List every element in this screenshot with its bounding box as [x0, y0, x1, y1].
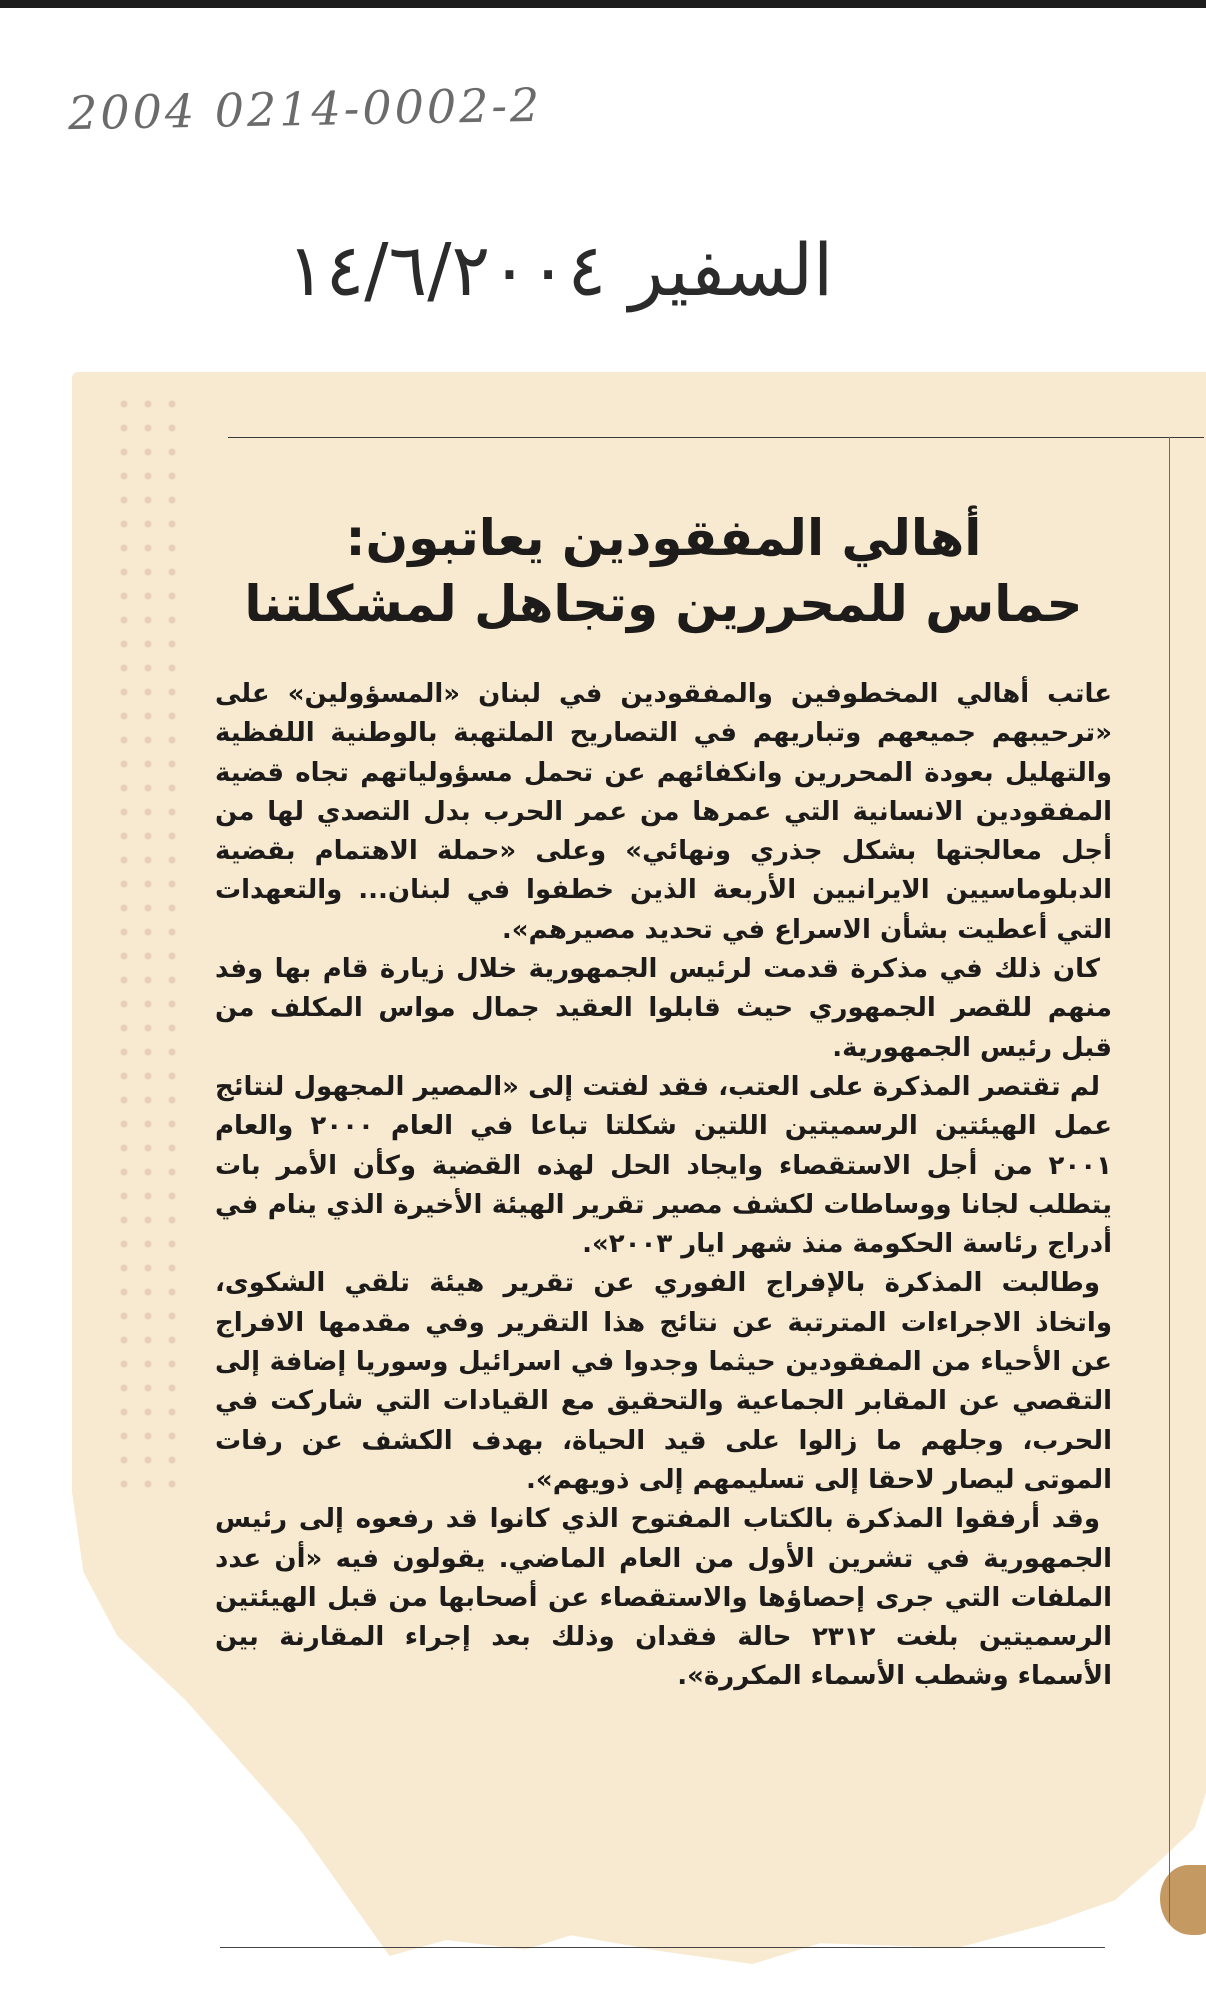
article-paragraph: عاتب أهالي المخطوفين والمفقودين في لبنان «المسؤولين» على «ترحيبهم جميعهم وتباريهم في التصاريح الملتهبة بالوطنية اللفظية والتهليل بعودة المحررين وانكفائهم عن تحمل مسؤولياتهم تجاه قضية المفقودين الانسانية التي عمرها من عمر الحرب بدل التصدي لها من أجل معالجتها بشكل جذري ونهائي» وعلى «حملة الاهتمام بقضية الدبلوماسيين الايرانيين الأربعة الذين خطفوا في لبنان... والتعهدات التي أعطيت بشأن الاسراع في تحديد مصيرهم».: [215, 679, 1112, 945]
scan-top-edge: [0, 0, 1206, 8]
column-rule-bottom: [220, 1947, 1105, 1948]
article-paragraph: كان ذلك في مذكرة قدمت لرئيس الجمهورية خلال زيارة قام بها وفد منهم للقصر الجمهوري حيث قابلوا العقيد جمال مواس المكلف من قبل رئيس الجمهورية.: [215, 954, 1112, 1063]
handwritten-reference-number: 2004 0214-0002-2: [67, 77, 543, 141]
paper-texture: [112, 392, 182, 1492]
article: [215, 505, 1112, 1697]
headline-line-2: حماس للمحررين وتجاهل لمشكلتنا: [244, 575, 1083, 633]
headline-line-1: أهالي المفقودين يعاتبون:: [345, 509, 982, 567]
article-paragraph: وطالبت المذكرة بالإفراج الفوري عن تقرير هيئة تلقي الشكوى، واتخاذ الاجراءات المترتبة عن نتائج هذا التقرير وفي مقدمها الافراج عن الأحياء من المفقودين حيثما وجدوا في اسرائيل وسوريا إضافة إلى التقصي عن المقابر الجماعية والتحقيق مع القيادات التي شاركت في الحرب، وجلهم ما زالوا على قيد الحياة، بهدف الكشف عن رفات الموتى ليصار لاحقا إلى تسليمهم إلى ذويهم».: [215, 1268, 1112, 1495]
article-body: [215, 675, 1112, 1697]
article-paragraph: لم تقتصر المذكرة على العتب، فقد لفتت إلى «المصير المجهول لنتائج عمل الهيئتين الرسميتين اللتين شكلتا تباعا في العام ٢٠٠٠ والعام ٢٠٠١ من أجل الاستقصاء وايجاد الحل لهذه القضية وكأن الأمر بات يتطلب لجانا ووساطات لكشف مصير تقرير الهيئة الأخيرة الذي ينام في أدراج رئاسة الحكومة منذ شهر ايار ٢٠٠٣».: [215, 1071, 1112, 1260]
article-headline: [215, 505, 1112, 637]
column-rule-top: [228, 437, 1204, 438]
paper-stain: [1160, 1865, 1206, 1935]
article-paragraph: وقد أرفقوا المذكرة بالكتاب المفتوح الذي كانوا قد رفعوه إلى رئيس الجمهورية في تشرين الأول من العام الماضي. يقولون فيه «أن عدد الملفات التي جرى إحصاؤها والاستقصاء عن أصحابها من قبل الهيئتين الرسميتين بلغت ٢٣١٢ حالة فقدان وذلك بعد إجراء المقارنة بين الأسماء وشطب الأسماء المكررة».: [215, 1504, 1113, 1692]
handwritten-source-date: السفير ١٤/٦/٢٠٠٤: [286, 228, 834, 312]
column-rule-right: [1169, 437, 1170, 1922]
